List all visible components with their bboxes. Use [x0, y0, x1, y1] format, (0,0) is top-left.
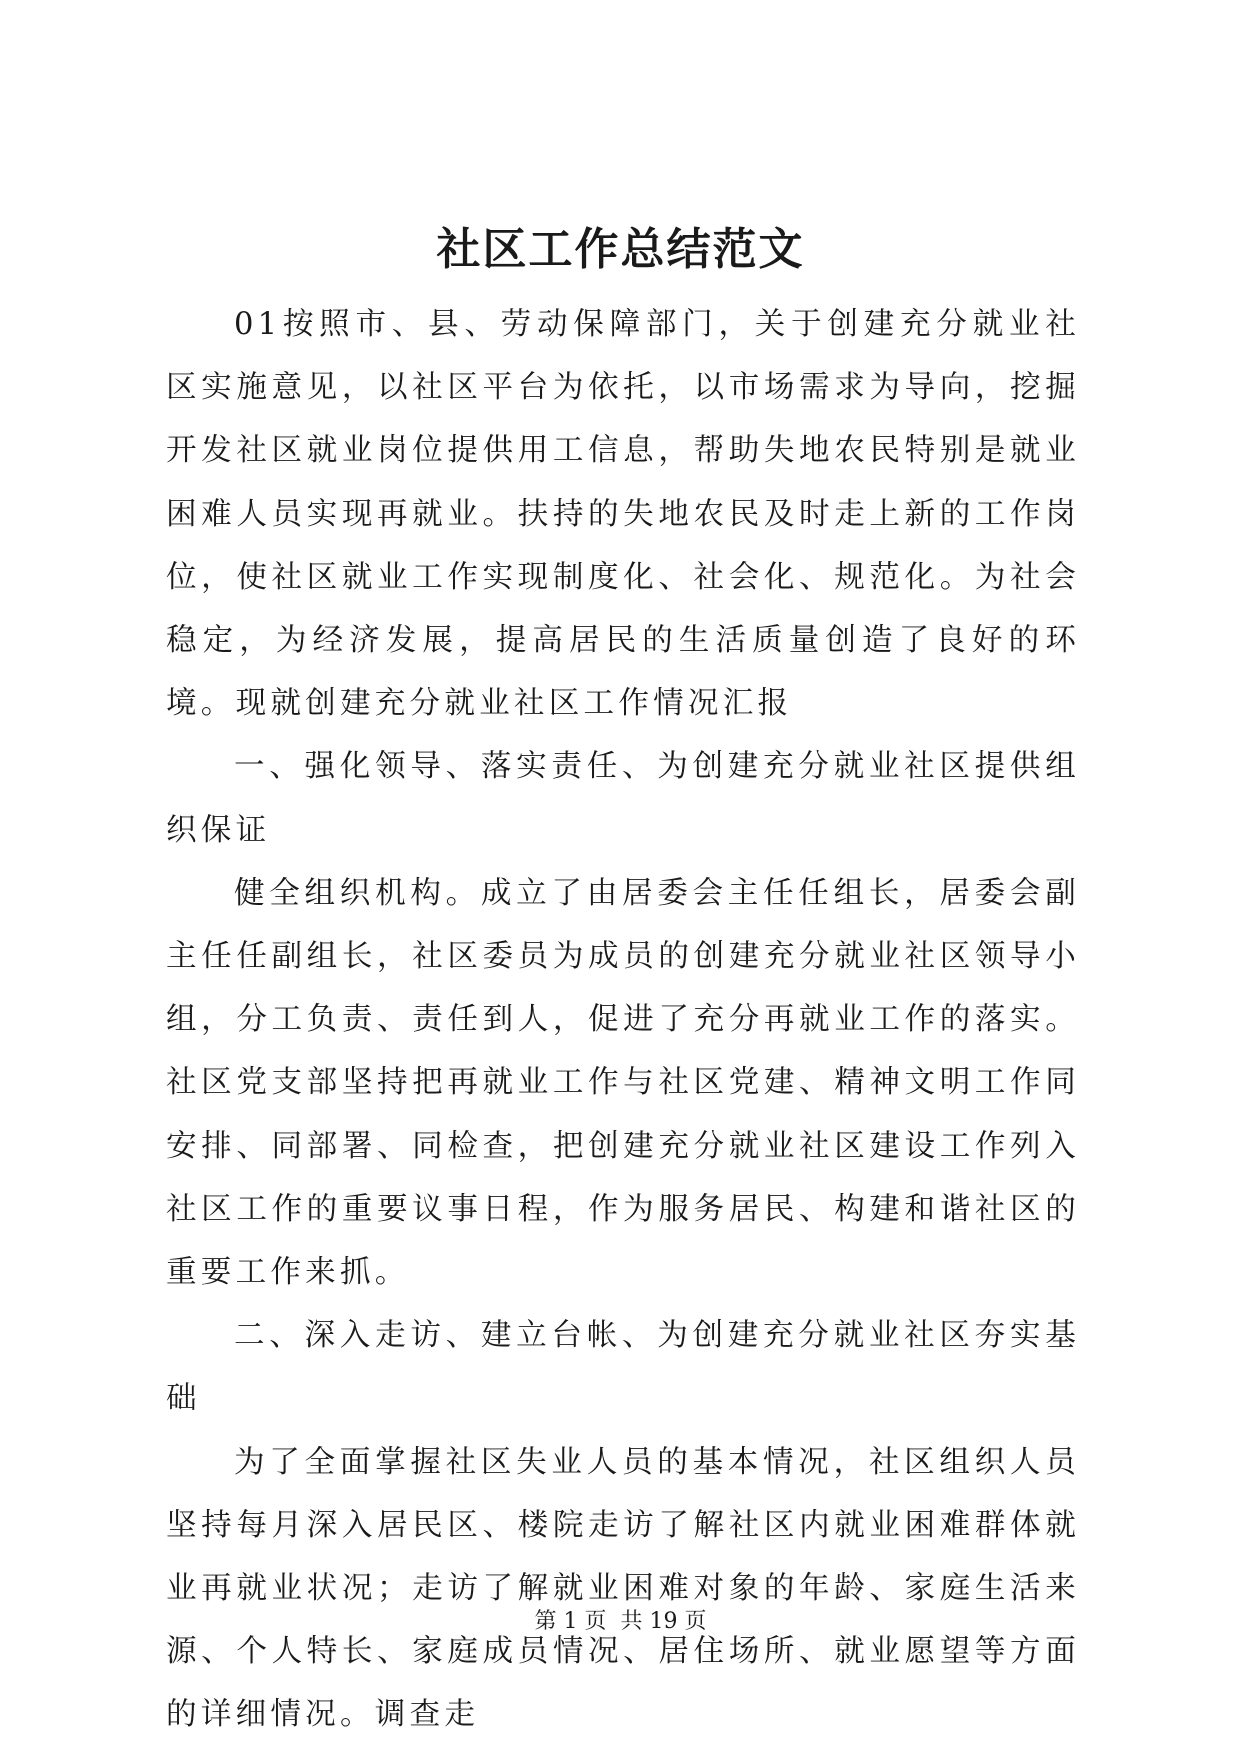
section-heading-1: 一、强化领导、落实责任、为创建充分就业社区提供组织保证 [166, 749, 1080, 848]
paragraph-intro: 01按照市、县、劳动保障部门，关于创建充分就业社区实施意见，以社区平台为依托，以市场需求为导向，挖掘开发社区就业岗位提供用工信息，帮助失地农民特别是就业困难人员实现再就业。扶持的失地农民及时走上新的工作岗位，使社区就业工作实现制度化、社会化、规范化。为社会稳定，为经济发展，提高居民的生活质量创造了良好的环境。现就创建充分就业社区工作情况汇报 [166, 307, 1080, 722]
section-heading-2: 二、深入走访、建立台帐、为创建充分就业社区夯实基础 [166, 1318, 1080, 1417]
paragraph-organization: 健全组织机构。成立了由居委会主任任组长，居委会副主任任副组长，社区委员为成员的创建充分就业社区领导小组，分工负责、责任到人，促进了充分再就业工作的落实。社区党支部坚持把再就业工作与社区党建、精神文明工作同安排、同部署、同检查，把创建充分就业社区建设工作列入社区工作的重要议事日程，作为服务居民、构建和谐社区的重要工作来抓。 [166, 875, 1080, 1291]
document-title: 社区工作总结范文 [436, 224, 805, 275]
paragraph-visits: 为了全面掌握社区失业人员的基本情况，社区组织人员坚持每月深入居民区、楼院走访了解社区内就业困难群体就业再就业状况；走访了解就业困难对象的年龄、家庭生活来源、个人特长、家庭成员情况、居住场所、就业愿望等方面的详细情况。调查走 [166, 1444, 1080, 1733]
page-footer: 第 1 页 共 19 页 [534, 1609, 707, 1634]
document-body [166, 293, 1080, 1747]
